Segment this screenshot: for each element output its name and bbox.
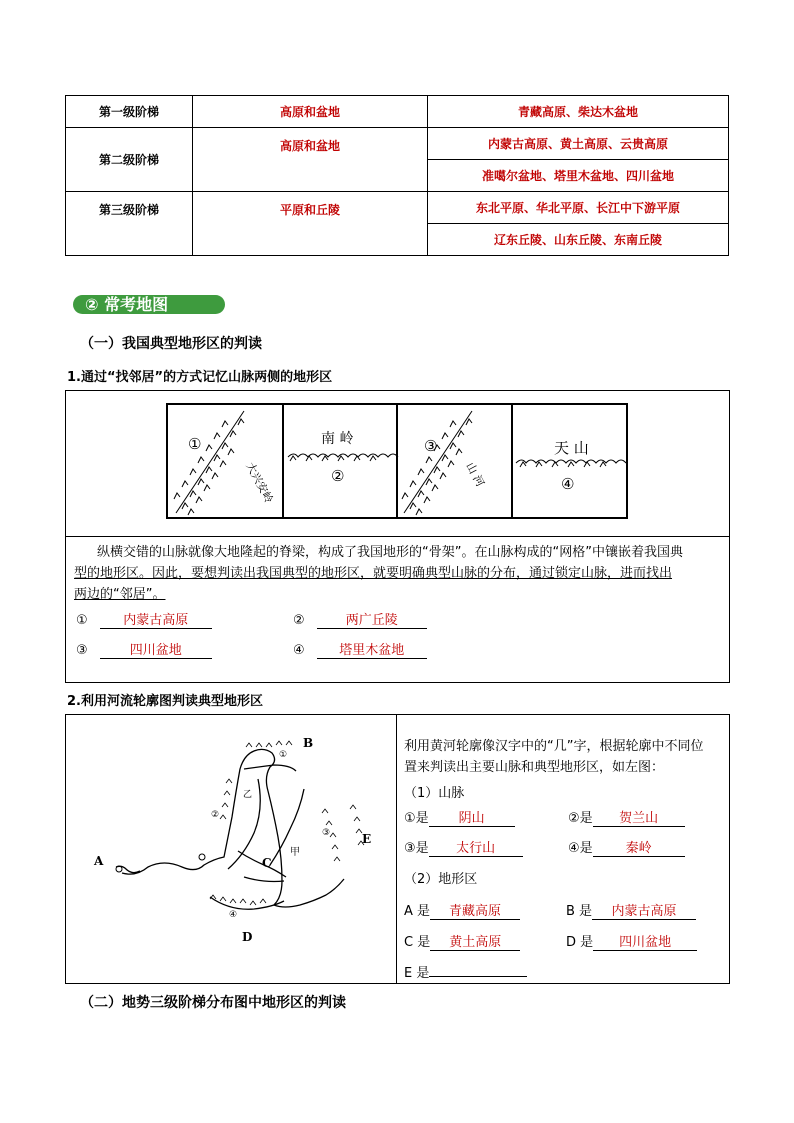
panel-marker: ②	[331, 467, 345, 485]
mountain-range-icon	[516, 460, 626, 467]
answer-item	[293, 609, 427, 629]
map-label-e: E	[362, 832, 372, 846]
map-label-jia: 甲	[290, 847, 300, 858]
answer-num: C 是	[404, 935, 431, 950]
table-cell-landform: 高原和盆地	[193, 96, 428, 128]
table-cell-regions: 青藏高原、柴达木盆地	[428, 96, 729, 128]
mountain-name: 山 河	[463, 460, 487, 489]
answer-item	[568, 837, 685, 857]
intro-line: 利用黄河轮廓像汉字中的“几”字，根据轮廓中不同位	[404, 739, 704, 754]
map-label-c: C	[262, 856, 272, 870]
map-label-b: B	[303, 736, 314, 750]
paragraph-line: 两边的“邻居”。	[74, 587, 166, 602]
answer-blank[interactable]	[429, 961, 527, 977]
map-label-a: A	[94, 854, 104, 868]
answer-blank[interactable]: 贺兰山	[593, 807, 685, 827]
answer-num: ④	[293, 643, 305, 658]
map-label-m3: ③	[322, 828, 331, 838]
terrain-steps-table	[65, 95, 729, 256]
mountain-range-icon	[288, 454, 398, 461]
table-cell-step: 第一级阶梯	[66, 96, 193, 128]
mountain-name: 大兴安岭	[243, 460, 276, 506]
section-one-title: （一）我国典型地形区的判读	[80, 336, 262, 352]
answer-blank[interactable]: 青藏高原	[430, 900, 520, 920]
panel-marker: ①	[188, 435, 202, 453]
part1-title: 1.通过“找邻居”的方式记忆山脉两侧的地形区	[67, 370, 333, 385]
answer-item	[404, 931, 520, 951]
answer-num: ②是	[568, 811, 593, 826]
mountain-range-icon	[174, 411, 244, 515]
answer-item	[404, 900, 520, 920]
answer-item	[566, 931, 697, 951]
map-label-d: D	[242, 930, 253, 944]
answer-num: ③	[76, 643, 88, 658]
answer-item	[404, 837, 523, 857]
answer-blank[interactable]: 塔里木盆地	[317, 639, 427, 659]
answer-blank[interactable]: 内蒙古高原	[100, 609, 212, 629]
answer-blank[interactable]: 内蒙古高原	[592, 900, 696, 920]
answer-num: ③是	[404, 841, 429, 856]
answer-blank[interactable]: 秦岭	[593, 837, 685, 857]
answer-item	[293, 639, 427, 659]
answer-num: ①是	[404, 811, 429, 826]
answer-blank[interactable]: 两广丘陵	[317, 609, 427, 629]
section-banner: ② 常考地图	[73, 295, 225, 314]
answer-item	[76, 639, 212, 659]
answer-item	[568, 807, 685, 827]
mountains-label: （1）山脉	[404, 786, 465, 801]
table-cell-landform: 高原和盆地	[193, 128, 428, 192]
table-cell-regions: 准噶尔盆地、塔里木盆地、四川盆地	[428, 160, 729, 192]
table-cell-regions: 辽东丘陵、山东丘陵、东南丘陵	[428, 224, 729, 256]
mountain-name: 南 岭	[321, 431, 354, 447]
answer-item	[404, 807, 515, 827]
answer-num: ④是	[568, 841, 593, 856]
yellow-river-map	[86, 723, 386, 971]
answer-blank[interactable]: 阴山	[429, 807, 515, 827]
map-label-m1: ①	[279, 750, 288, 760]
divider	[66, 536, 729, 537]
table-cell-step: 第三级阶梯	[66, 192, 193, 256]
section-two-title: （二）地势三级阶梯分布图中地形区的判读	[80, 995, 346, 1011]
table-cell-regions: 内蒙古高原、黄土高原、云贵高原	[428, 128, 729, 160]
answer-num: B 是	[566, 904, 593, 919]
paragraph-line: 型的地形区。因此，要想判读出我国典型的地形区，就要明确典型山脉的分布，通过锁定山脉，进而找出	[74, 566, 673, 581]
answer-blank[interactable]: 四川盆地	[100, 639, 212, 659]
answer-item	[76, 609, 212, 629]
answer-blank[interactable]: 太行山	[429, 837, 523, 857]
answer-blank[interactable]: 四川盆地	[593, 931, 697, 951]
answer-item	[566, 900, 696, 920]
answer-num: ①	[76, 613, 88, 628]
answer-item	[404, 961, 527, 981]
part2-box	[65, 714, 730, 984]
divider	[396, 715, 397, 983]
table-cell-regions: 东北平原、华北平原、长江中下游平原	[428, 192, 729, 224]
map-label-m2: ②	[211, 810, 220, 820]
part1-box	[65, 390, 730, 683]
panel-marker: ④	[561, 475, 575, 493]
answer-num: ②	[293, 613, 305, 628]
answer-num: E 是	[404, 966, 430, 981]
mountain-neighbors-diagram	[166, 403, 630, 521]
answer-num: D 是	[566, 935, 594, 950]
answer-num: A 是	[404, 904, 431, 919]
table-cell-step: 第二级阶梯	[66, 128, 193, 192]
mountain-name: 天 山	[554, 439, 589, 457]
panel-marker: ③	[424, 437, 438, 455]
part2-title: 2.利用河流轮廓图判读典型地形区	[67, 694, 263, 709]
mountain-symbols	[210, 741, 364, 905]
map-label-m4: ④	[229, 910, 238, 920]
intro-line: 置来判读出主要山脉和典型地形区，如左图：	[404, 760, 665, 775]
paragraph-line: 纵横交错的山脉就像大地隆起的脊梁，构成了我国地形的“骨架”。在山脉构成的“网格”中镶嵌着我国典	[97, 545, 683, 560]
mountain-range-icon	[402, 411, 472, 515]
regions-label: （2）地形区	[404, 872, 478, 887]
map-label-yi: 乙	[243, 790, 253, 800]
table-cell-landform: 平原和丘陵	[193, 192, 428, 256]
answer-blank[interactable]: 黄土高原	[430, 931, 520, 951]
